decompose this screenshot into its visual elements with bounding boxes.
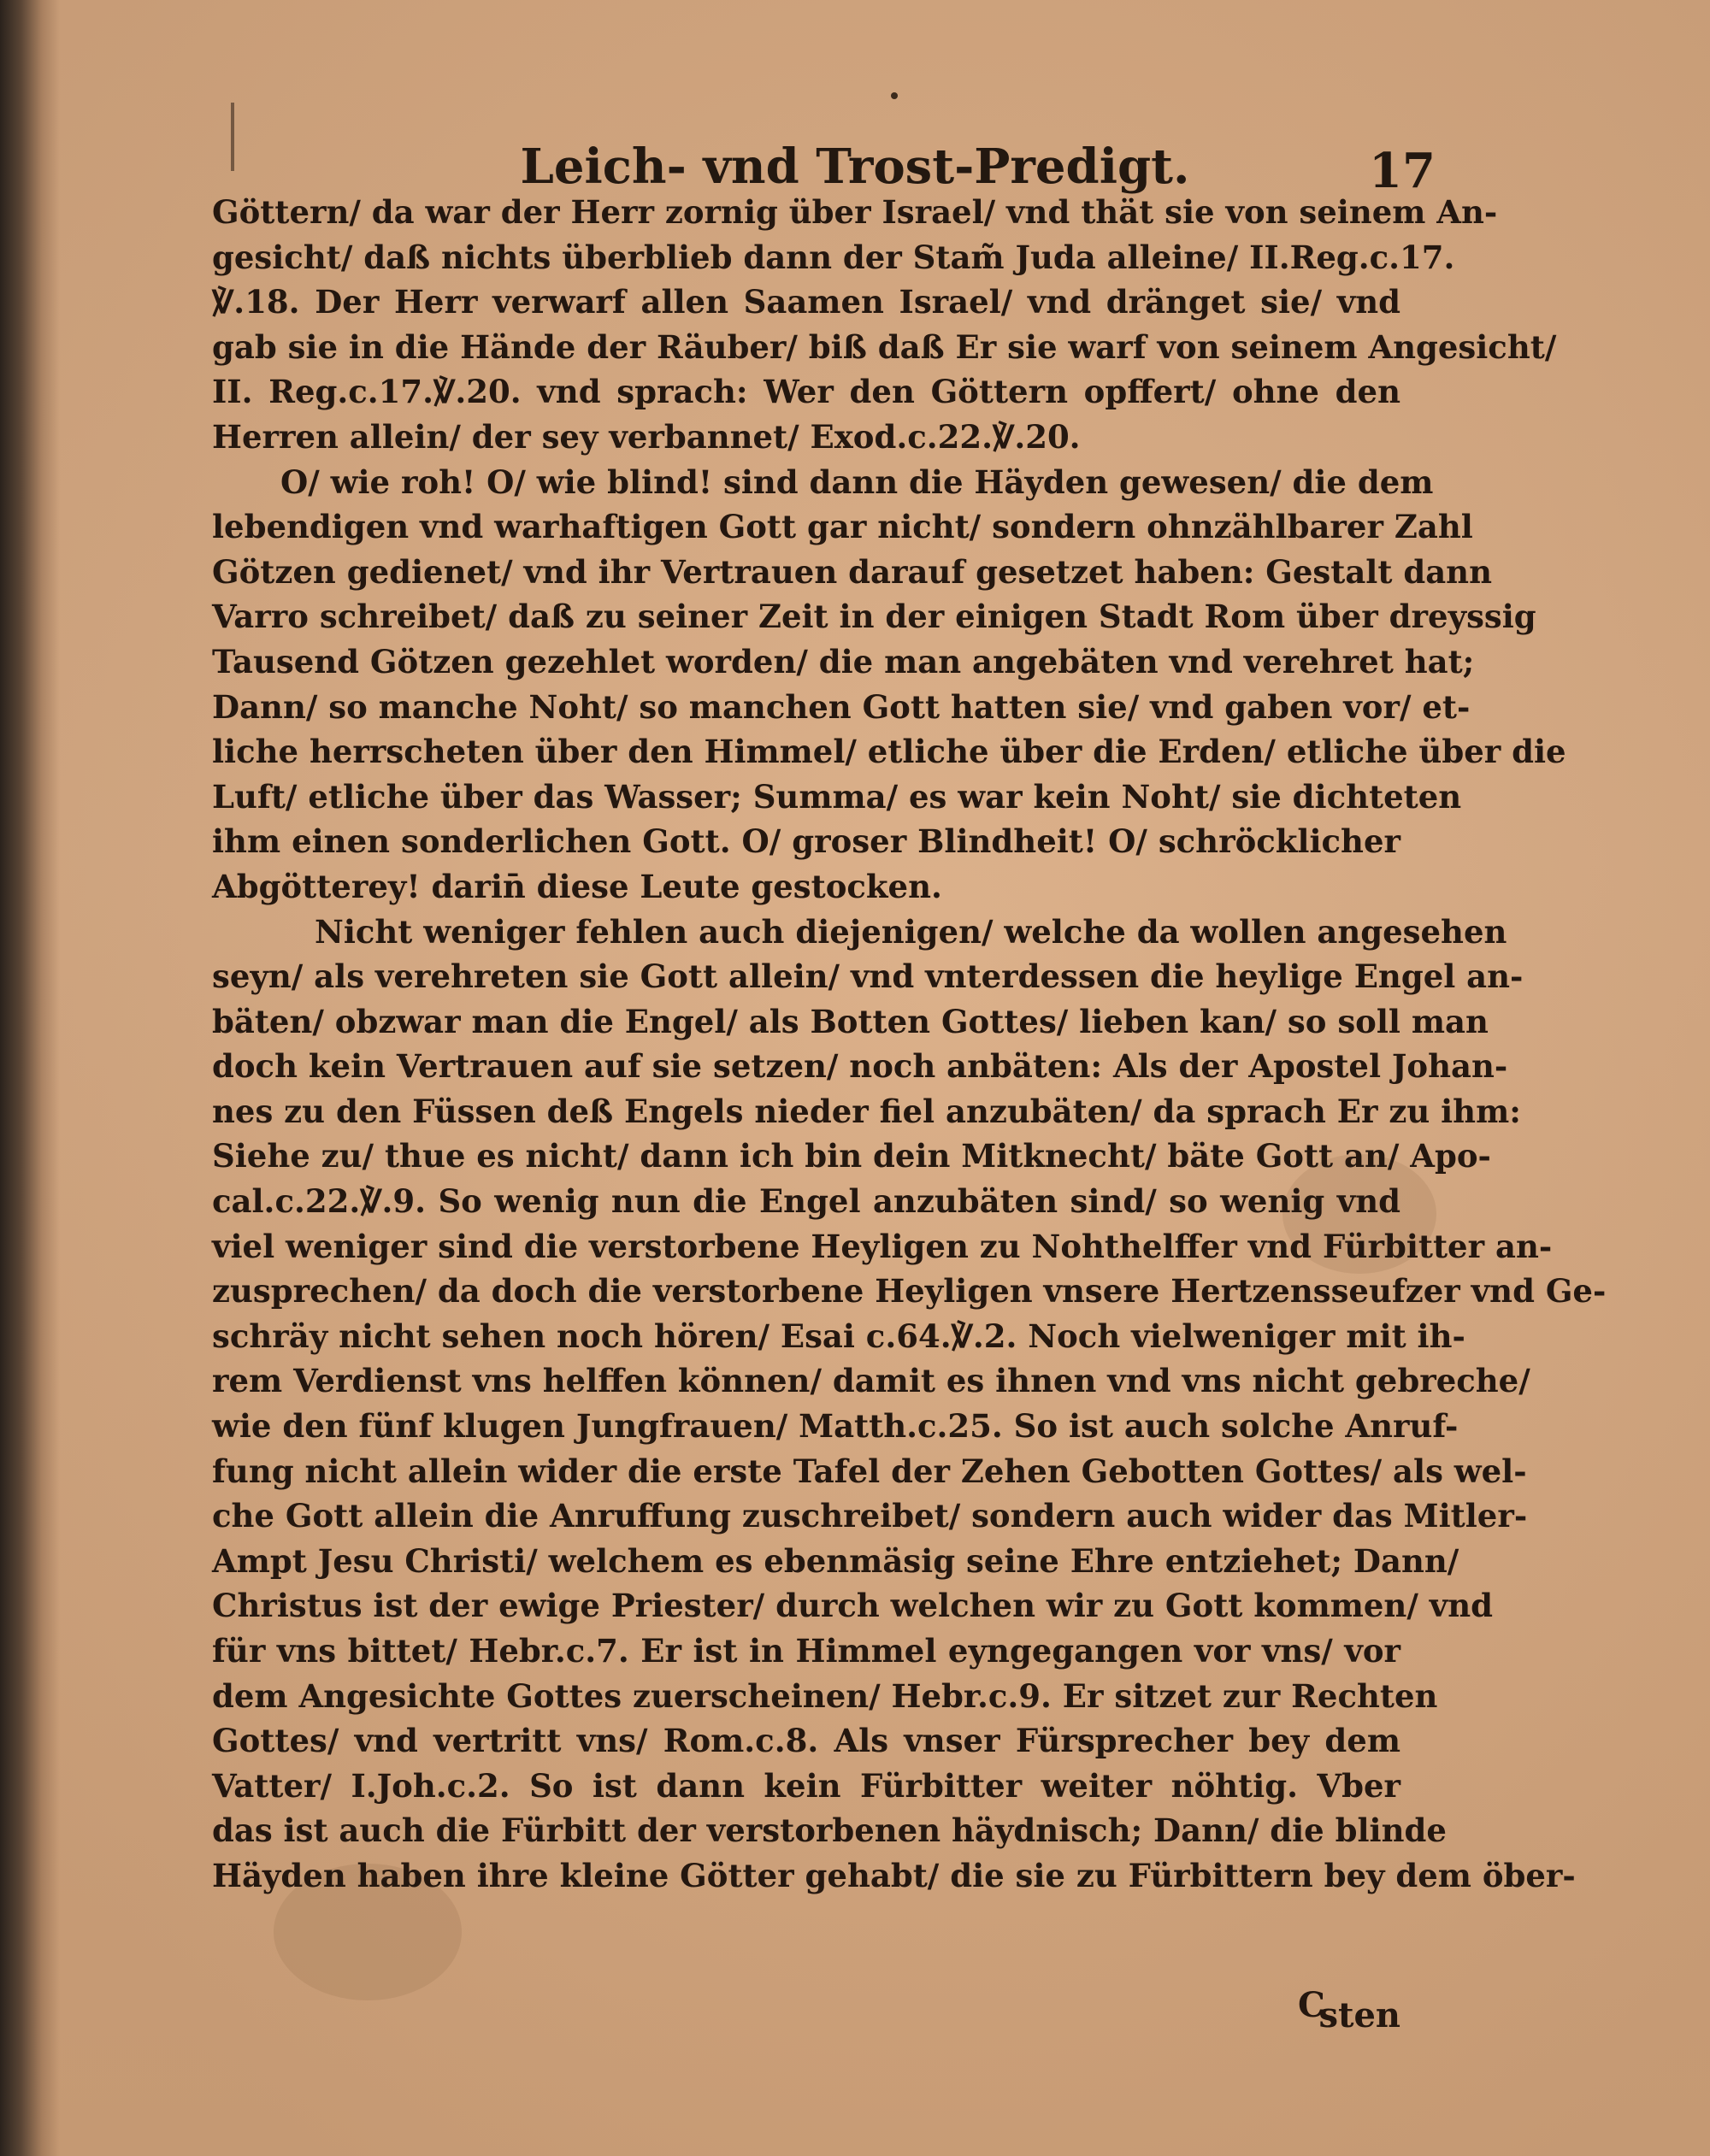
text-line: gab sie in die Hände der Räuber/ biß daß Er sie warf von seinem Angesicht/	[212, 327, 1557, 366]
text-line: Dann/ so manche Noht/ so manchen Gott hatten sie/ vnd gaben vor/ et-	[212, 687, 1471, 726]
text-line: Abgötterey! darin̄ diese Leute gestocken.	[212, 867, 942, 905]
text-line: ihm einen sonderlichen Gott. O/ groser Blindheit! O/ schröcklicher	[212, 822, 1400, 861]
text-line: Varro schreibet/ daß zu seiner Zeit in der einigen Stadt Rom über dreyssig	[212, 598, 1536, 636]
text-line: liche herrscheten über den Himmel/ etliche über die Erden/ etliche über die	[212, 733, 1566, 771]
text-line: wie den fünf klugen Jungfrauen/ Matth.c.25. So ist auch solche Anruf-	[212, 1407, 1459, 1446]
text-line: cal.c.22.℣.9. So wenig nun die Engel anzubäten sind/ so wenig vnd	[212, 1182, 1400, 1221]
text-line: lebendigen vnd warhaftigen Gott gar nicht/ sondern ohnzählbarer Zahl	[212, 508, 1473, 546]
text-line: für vns bittet/ Hebr.c.7. Er ist in Himmel eyngegangen vor vns/ vor	[212, 1632, 1400, 1670]
text-line: che Gott allein die Anruffung zuschreibet/ sondern auch wider das Mitler-	[212, 1497, 1528, 1535]
running-title: Leich- vnd Trost-Predigt.	[520, 138, 1190, 195]
text-line: dem Angesichte Gottes zuerscheinen/ Hebr.c.9. Er sitzet zur Rechten	[212, 1676, 1438, 1715]
ink-dot	[891, 92, 898, 99]
text-line: schräy nicht sehen noch hören/ Esai c.64.℣.2. Noch vielweniger mit ih-	[212, 1317, 1465, 1355]
page-number: 17	[1369, 143, 1436, 199]
text-line: Nicht weniger fehlen auch diejenigen/ welche da wollen angesehen	[315, 912, 1507, 951]
text-line: Häyden haben ihre kleine Götter gehabt/ die sie zu Fürbittern bey dem öber-	[212, 1856, 1576, 1894]
text-line: Tausend Götzen gezehlet worden/ die man angebäten vnd verehret hat;	[212, 642, 1475, 680]
text-line: Götzen gedienet/ vnd ihr Vertrauen darauf gesetzet haben: Gestalt dann	[212, 552, 1492, 591]
binding-mark	[231, 103, 234, 171]
text-line: gesicht/ daß nichts überblieb dann der Stam̃ Juda alleine/ II.Reg.c.17.	[212, 238, 1455, 276]
text-line: das ist auch die Fürbitt der verstorbenen häydnisch; Dann/ die blinde	[212, 1811, 1447, 1850]
signature-mark: C	[1298, 1985, 1325, 2025]
text-line: Vatter/ I.Joh.c.2. So ist dann kein Fürbitter weiter nöhtig. Vber	[212, 1766, 1400, 1805]
text-line: Luft/ etliche über das Wasser; Summa/ es war kein Noht/ sie dichteten	[212, 777, 1462, 816]
text-line: bäten/ obzwar man die Engel/ als Botten Gottes/ lieben kan/ so soll man	[212, 1002, 1489, 1040]
text-line: doch kein Vertrauen auf sie setzen/ noch anbäten: Als der Apostel Johan-	[212, 1047, 1508, 1086]
text-line: seyn/ als verehreten sie Gott allein/ vnd vnterdessen die heylige Engel an-	[212, 957, 1524, 996]
text-line: Göttern/ da war der Herr zornig über Israel/ vnd thät sie von seinem An-	[212, 193, 1498, 231]
text-line: Christus ist der ewige Priester/ durch welchen wir zu Gott kommen/ vnd	[212, 1587, 1493, 1625]
binding-shadow	[0, 0, 60, 2156]
text-line: Siehe zu/ thue es nicht/ dann ich bin dein Mitknecht/ bäte Gott an/ Apo-	[212, 1137, 1491, 1175]
text-line: rem Verdienst vns helffen können/ damit es ihnen vnd vns nicht gebreche/	[212, 1362, 1530, 1400]
text-line: zusprechen/ da doch die verstorbene Heyligen vnsere Hertzensseufzer vnd Ge-	[212, 1272, 1607, 1311]
text-line: Herren allein/ der sey verbannet/ Exod.c.22.℣.20.	[212, 417, 1081, 456]
text-line: Ampt Jesu Christi/ welchem es ebenmäsig seine Ehre entziehet; Dann/	[212, 1541, 1459, 1580]
text-line: ℣.18. Der Herr verwarf allen Saamen Israel/ vnd dränget sie/ vnd	[212, 283, 1400, 321]
text-line: fung nicht allein wider die erste Tafel der Zehen Gebotten Gottes/ als wel-	[212, 1452, 1527, 1490]
text-line: viel weniger sind die verstorbene Heyligen zu Nohthelffer vnd Fürbitter an-	[212, 1227, 1553, 1265]
text-line: nes zu den Füssen deß Engels nieder fiel anzubäten/ da sprach Er zu ihm:	[212, 1092, 1521, 1130]
text-line: II. Reg.c.17.℣.20. vnd sprach: Wer den Göttern opffert/ ohne den	[212, 373, 1400, 411]
text-line: O/ wie roh! O/ wie blind! sind dann die Häyden gewesen/ die dem	[280, 462, 1434, 501]
body-text	[212, 190, 1607, 1899]
text-line: Gottes/ vnd vertritt vns/ Rom.c.8. Als vnser Fürsprecher bey dem	[212, 1722, 1400, 1760]
page-footer	[212, 1985, 1400, 2036]
catchword: sten	[1318, 1995, 1400, 2035]
